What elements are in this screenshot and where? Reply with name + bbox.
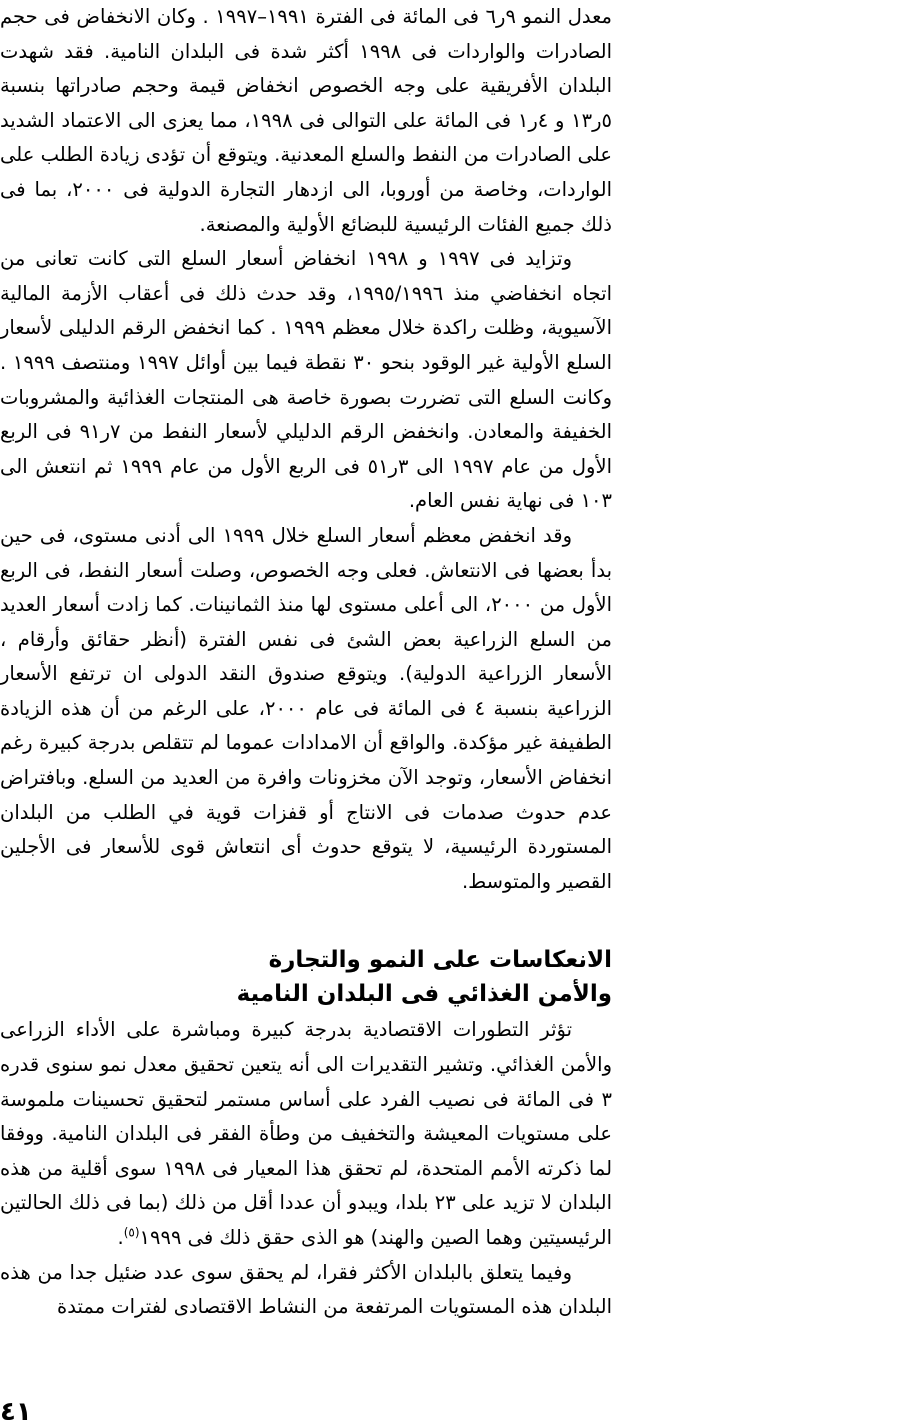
- paragraph-poorest-countries: وفيما يتعلق بالبلدان الأكثر فقرا، لم يحقق سوى عدد ضئيل جدا من هذه البلدان هذه المستويات المرتفعة من النشاط الاقتصادى لفترات ممتدة: [0, 1260, 612, 1319]
- page-number: ٤١: [0, 1397, 32, 1427]
- heading-line-1: الانعكاسات على النمو والتجارة: [268, 947, 612, 974]
- section-heading: [0, 943, 612, 1011]
- paragraph-trade-volumes: معدل النمو ٩ر٦ فى المائة فى الفترة ١٩٩١–١٩٩٧ . وكان الانخفاض فى حجم الصادرات والواردات فى ١٩٩٨ أكثر شدة فى البلدان النامية. فقد شهدت البلدان الأفريقية على وجه الخصوص انخفاض قيمة وحجم صادراتها بنسبة ٥ر١٣ و ٤ر١ فى المائة على التوالى فى ١٩٩٨، مما يعزى الى الاعتماد الشديد على الصادرات من النفط والسلع المعدنية. ويتوقع أن تؤدى زيادة الطلب على الواردات، وخاصة من أوروبا، الى ازدهار التجارة الدولية فى ٢٠٠٠، بما فى ذلك جميع الفئات الرئيسية للبضائع الأولية والمصنعة.: [0, 5, 613, 236]
- footnote-reference: (٥): [123, 1225, 140, 1240]
- heading-line-2: والأمن الغذائي فى البلدان النامية: [236, 981, 612, 1008]
- paragraph-growth-food-security: [0, 1013, 612, 1255]
- paragraph-growth-end: .: [117, 1226, 124, 1249]
- paragraph-commodity-prices: وتزايد فى ١٩٩٧ و ١٩٩٨ انخفاض أسعار السلع التى كانت تعانى من اتجاه انخفاضي منذ ١٩٩٥/١٩٩٦، وقد حدث ذلك فى أعقاب الأزمة المالية الآسيوية، وظلت راكدة خلال معظم ١٩٩٩ . كما انخفض الرقم الدليلى لأسعار السلع الأولية غير الوقود بنحو ٣٠ نقطة فيما بين أوائل ١٩٩٧ ومنتصف ١٩٩٩ . وكانت السلع التى تضررت بصورة خاصة هى المنتجات الغذائية والمشروبات الخفيفة والمعادن. وانخفض الرقم الدليلي لأسعار النفط من ٧ر٩١ فى الربع الأول من عام ١٩٩٧ الى ٣ر٥١ فى الربع الأول من عام ١٩٩٩ ثم انتعش الى ١٠٣ فى نهاية نفس العام.: [0, 247, 612, 513]
- paragraph-growth-text: تؤثر التطورات الاقتصادية بدرجة كبيرة ومباشرة على الأداء الزراعى والأمن الغذائي. وتشير التقديرات الى أنه يتعين تحقيق معدل نمو سنوى قدره ٣ فى المائة فى نصيب الفرد على أساس مستمر لتحقيق تحسينات ملموسة على مستويات المعيشة والتخفيف من وطأة الفقر فى البلدان النامية. ووفقا لما ذكرته الأمم المتحدة، لم تحقق هذا المعيار فى ١٩٩٨ سوى أقلية من هذه البلدان لا تزيد على ٢٣ بلدا، ويبدو أن عددا أقل من ذلك (بما فى ذلك الحالتين الرئيسيتين وهما الصين والهند) هو الذى حقق ذلك فى ١٩٩٩: [0, 1018, 613, 1249]
- paragraph-price-outlook: وقد انخفض معظم أسعار السلع خلال ١٩٩٩ الى أدنى مستوى، فى حين بدأ بعضها فى الانتعاش. فعلى وجه الخصوص، وصلت أسعار النفط، فى الربع الأول من ٢٠٠٠، الى أعلى مستوى لها منذ الثمانينات. كما زادت أسعار العديد من السلع الزراعية بعض الشئ فى نفس الفترة (أنظر حقائق وأرقام ، الأسعار الزراعية الدولية). ويتوقع صندوق النقد الدولى ان ترتفع الأسعار الزراعية بنسبة ٤ فى المائة فى عام ٢٠٠٠، على الرغم من أن هذه الزيادة الطفيفة غير مؤكدة. والواقع أن الامدادات عموما لم تتقلص بدرجة كبيرة رغم انخفاض الأسعار، وتوجد الآن مخزونات وافرة من العديد من السلع. وبافتراض عدم حدوث صدمات فى الانتاج أو قفزات قوية في الطلب من البلدان المستوردة الرئيسية، لا يتوقع حدوث أى انتعاش قوى للأسعار فى الأجلين القصير والمتوسط.: [0, 523, 612, 893]
